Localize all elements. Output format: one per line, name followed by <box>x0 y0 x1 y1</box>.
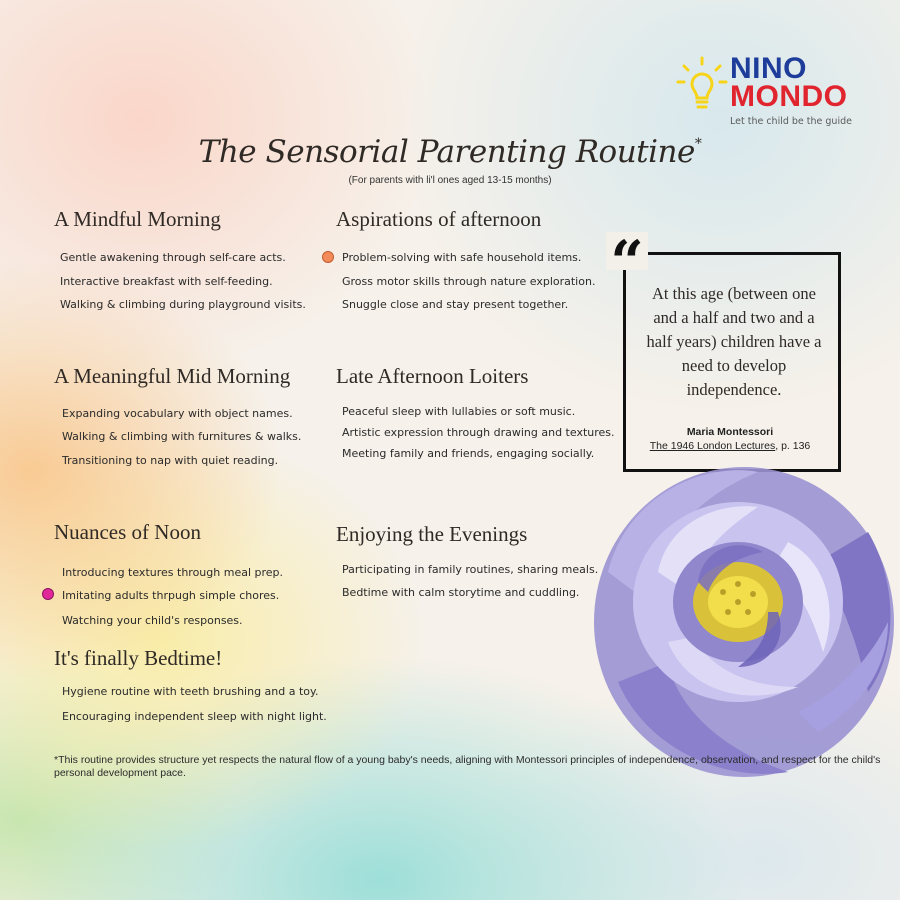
routine-item: Interactive breakfast with self-feeding. <box>60 275 273 288</box>
routine-item: Bedtime with calm storytime and cuddling. <box>342 586 580 599</box>
quote-text: At this age (between one and a half and two and a half years) children have a need to develop independence. <box>646 284 822 399</box>
quote-source: The 1946 London Lectures, p. 136 <box>649 440 811 452</box>
magenta-bullet-dot <box>42 588 54 600</box>
routine-item: Encouraging independent sleep with night light. <box>62 710 327 723</box>
routine-item: Participating in family routines, sharing meals. <box>342 563 599 576</box>
routine-item: Introducing textures through meal prep. <box>62 566 284 579</box>
routine-item: Walking & climbing during playground visits. <box>60 298 306 311</box>
brand-name-nino: NINO <box>730 52 807 85</box>
section-heading-afternoon: Aspirations of afternoon <box>336 207 542 231</box>
page-title: The Sensorial Parenting Routine* <box>198 134 702 170</box>
routine-item: Gross motor skills through nature exploration. <box>342 275 596 288</box>
routine-item: Problem-solving with safe household items. <box>342 251 582 264</box>
routine-item: Hygiene routine with teeth brushing and a toy. <box>62 685 319 698</box>
quote-mark-icon: “ <box>606 232 648 270</box>
routine-item: Watching your child's responses. <box>62 614 243 627</box>
routine-item: Gentle awakening through self-care acts. <box>60 251 286 264</box>
routine-item: Walking & climbing with furnitures & walks. <box>62 430 302 443</box>
peony-flower-illustration <box>588 452 900 782</box>
footnote: *This routine provides structure yet respects the natural flow of a young baby's needs, aligning with Montessori principles of independence, observation, and respect for the child's personal development pace. <box>54 754 881 779</box>
section-heading-mid-morning: A Meaningful Mid Morning <box>54 364 291 388</box>
quote-author: Maria Montessori <box>686 426 774 438</box>
brand-logo <box>676 52 866 132</box>
title-footnote-mark: * <box>694 136 702 152</box>
section-heading-late-afternoon: Late Afternoon Loiters <box>336 364 529 388</box>
brand-name-mondo: MONDO <box>730 80 848 113</box>
routine-item: Meeting family and friends, engaging socially. <box>342 447 595 460</box>
section-heading-bedtime: It's finally Bedtime! <box>54 646 223 670</box>
lightbulb-icon <box>676 56 728 112</box>
section-heading-evenings: Enjoying the Evenings <box>336 522 528 546</box>
brand-tagline: Let the child be the guide <box>730 116 852 127</box>
page-subtitle: (For parents with li'l ones aged 13-15 months) <box>348 175 552 186</box>
routine-item: Artistic expression through drawing and textures. <box>342 426 615 439</box>
routine-item: Peaceful sleep with lullabies or soft music. <box>342 405 576 418</box>
section-heading-noon: Nuances of Noon <box>54 520 201 544</box>
routine-item: Snuggle close and stay present together. <box>342 298 569 311</box>
orange-bullet-dot <box>322 251 334 263</box>
section-heading-mindful-morning: A Mindful Morning <box>54 207 221 231</box>
routine-item: Imitating adults thrpugh simple chores. <box>62 589 280 602</box>
quote-source-link[interactable]: The 1946 London Lectures <box>649 440 776 452</box>
routine-item: Expanding vocabulary with object names. <box>62 407 293 420</box>
routine-item: Transitioning to nap with quiet reading. <box>62 454 279 467</box>
